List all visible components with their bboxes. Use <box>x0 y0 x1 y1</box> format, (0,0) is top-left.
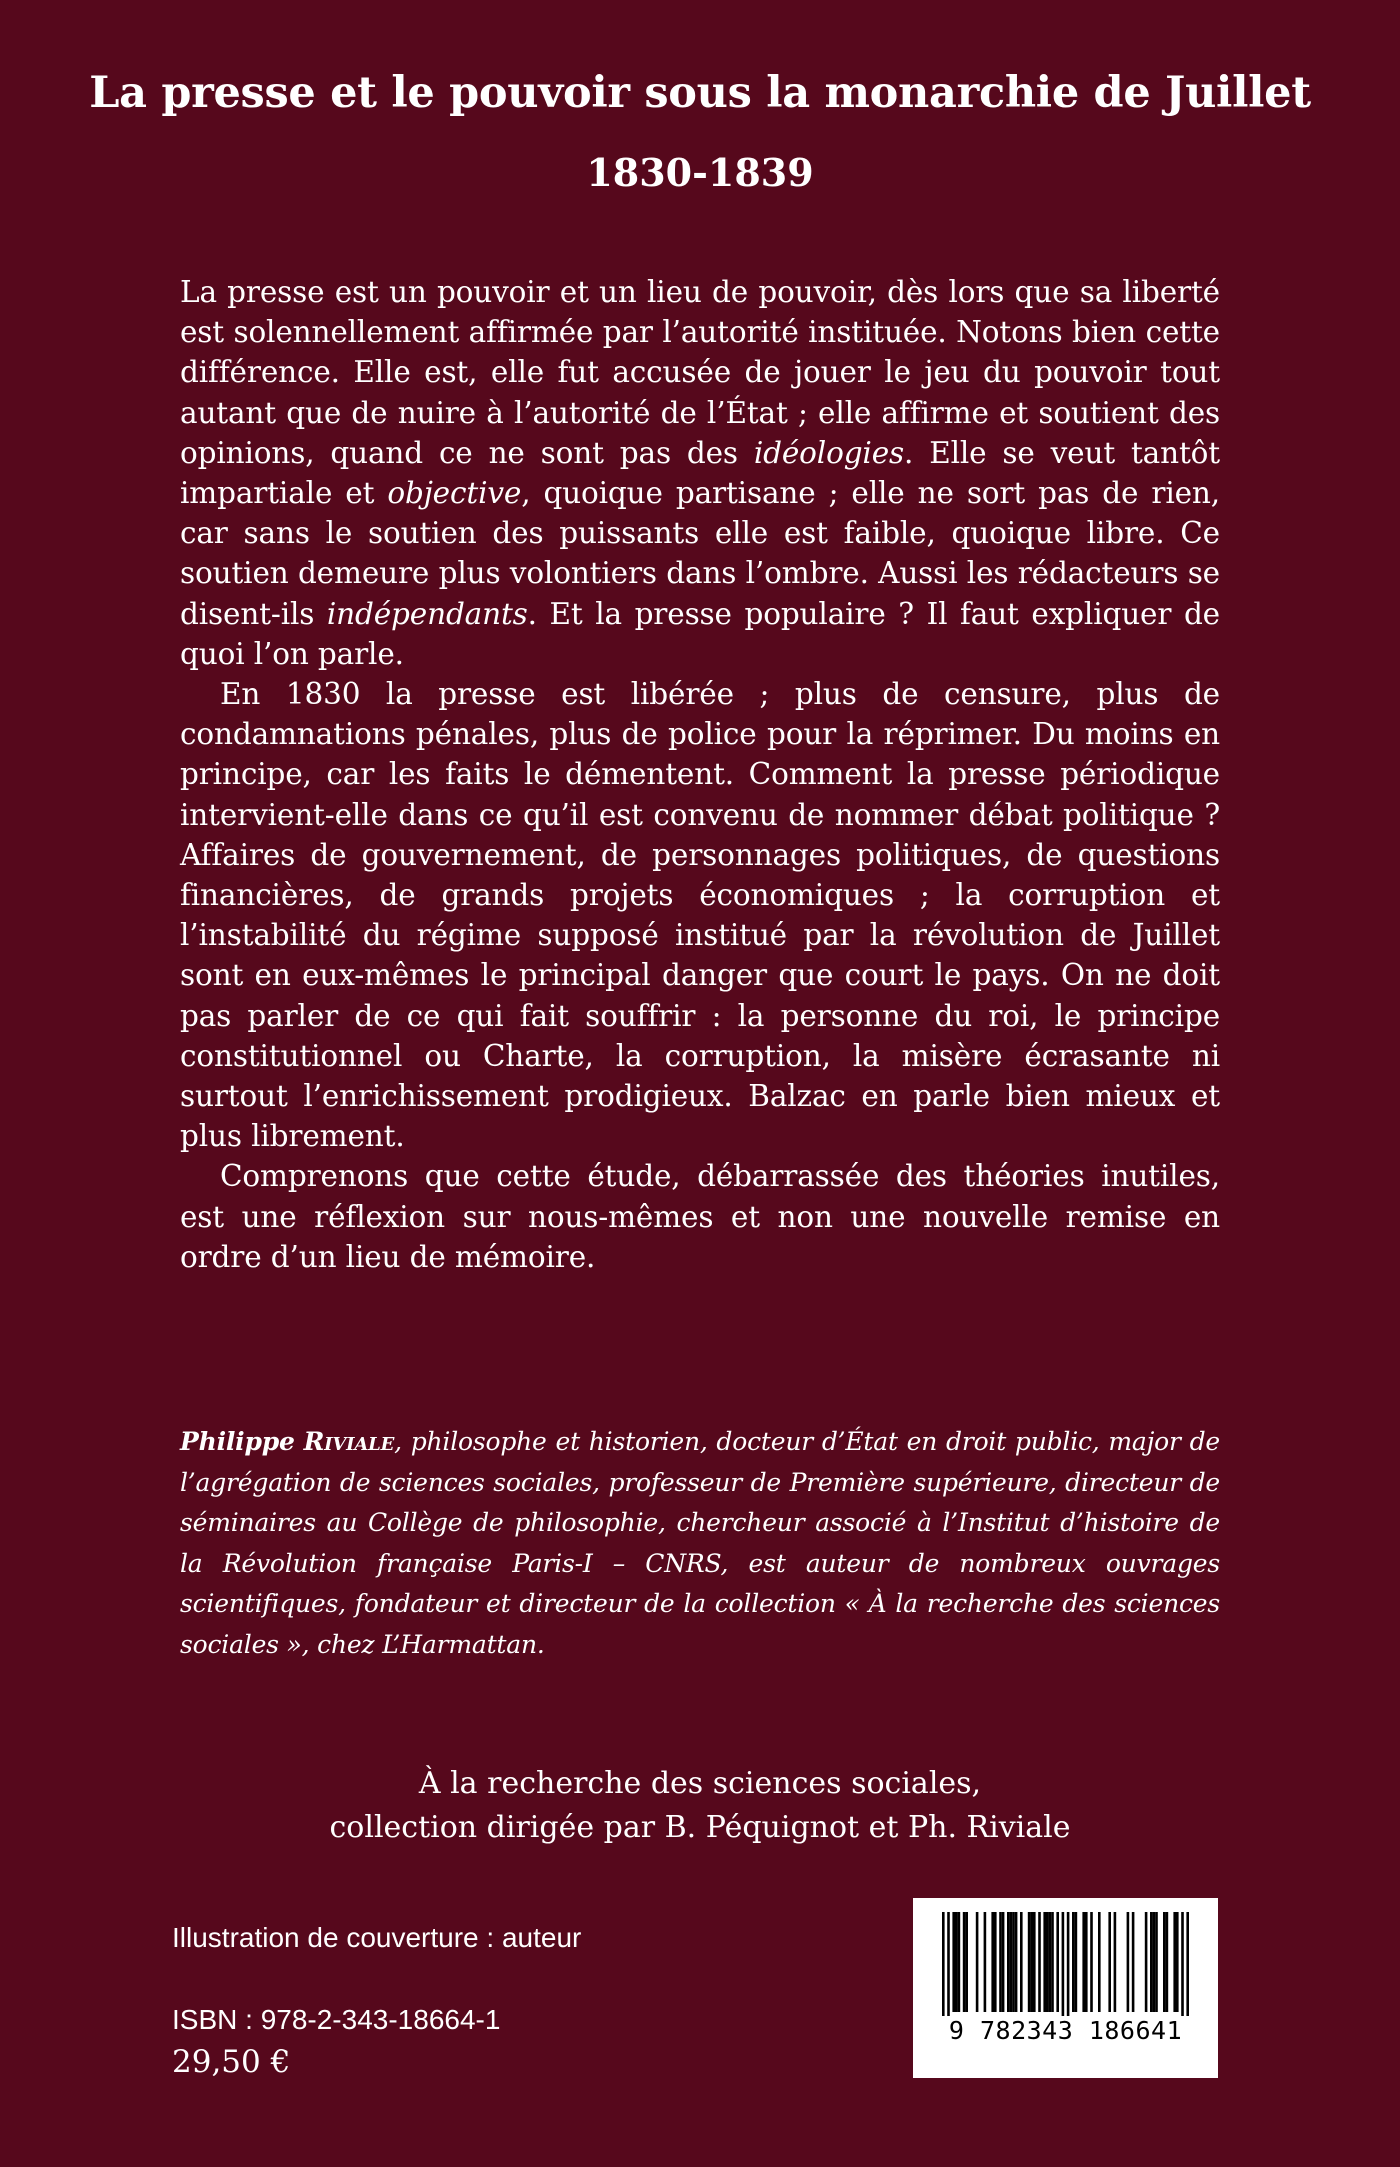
barcode-bar <box>1012 1912 1015 2012</box>
barcode-bar <box>976 1912 979 2012</box>
barcode-bar <box>947 1912 950 2016</box>
barcode-bar <box>1153 1912 1156 2012</box>
barcode-bar <box>1020 1912 1023 2012</box>
barcode-bar <box>1176 1912 1179 2012</box>
italic-term: objective <box>387 476 522 511</box>
barcode-bar <box>994 1912 997 2012</box>
isbn: ISBN : 978-2-343-18664-1 <box>172 2004 501 2035</box>
barcode-bar <box>984 1912 987 2012</box>
collection-line: À la recherche des sciences sociales, <box>418 1766 982 1801</box>
barcode-bar <box>991 1912 994 2012</box>
barcode-bar <box>1015 1912 1018 2012</box>
barcode-bar <box>1030 1912 1033 2012</box>
barcode-bar <box>1155 1912 1158 2012</box>
barcode <box>913 1898 1218 2078</box>
barcode-bar <box>1072 1912 1075 2012</box>
summary-paragraph <box>180 272 1220 674</box>
italic-term: indépendants <box>326 596 528 631</box>
barcode-bar <box>1186 1912 1189 2016</box>
price: 29,50 € <box>172 2044 291 2080</box>
collection-line: collection dirigée par B. Péquignot et Ph. Riviale <box>329 1810 1071 1845</box>
barcode-bar <box>1002 1912 1005 2012</box>
barcode-bar <box>999 1912 1002 2012</box>
barcode-bar <box>1056 1912 1059 2012</box>
text-run: La presse est un pouvoir et un lieu de pouvoir, dès lors que sa liberté est solennellement affirmée par l’autorité instituée. Notons bien cette différence. Elle est, elle fut accusée de jouer le jeu du pouvoir tout autant que de nuire à l’autorité de l’État ; elle affirme et soutient des opinions, quand ce ne sont pas des <box>180 275 1220 470</box>
barcode-bar <box>1098 1912 1101 2012</box>
barcode-bar <box>1010 1912 1013 2012</box>
barcode-bar <box>1132 1912 1135 2012</box>
summary-paragraph <box>180 674 1220 1156</box>
barcode-bar <box>1181 1912 1184 2016</box>
book-title: La presse et le pouvoir sous la monarchie de Juillet <box>89 68 1311 118</box>
text-run: En 1830 la presse est libérée ; plus de censure, plus de condamnations pénales, plus de police pour la réprimer. Du moins en principe, car les faits le démentent. Comment la presse périodique intervient-elle dans ce qu’il est convenu de nommer débat politique ? Affaires de gouvernement, de personnages politiques, de questions financières, de grands projets économiques ; la corruption et l’instabilité du régime supposé institué par la révolution de Juillet sont en eux-mêmes le principal danger que court le pays. On ne doit pas parler de ce qui fait souffrir : la personne du roi, le principe constitutionnel ou Charte, la corruption, la misère écrasante ni surtout l’enrichissement prodigieux. Balzac en parle bien mieux et plus librement. <box>180 677 1220 1154</box>
barcode-bar <box>958 1912 961 2012</box>
barcode-bar <box>1090 1912 1093 2012</box>
collection-info <box>0 1762 1400 1850</box>
barcode-bar <box>1145 1912 1148 2012</box>
author-first-name: Philippe <box>180 1427 295 1456</box>
author-surname: Riviale <box>303 1427 395 1456</box>
barcode-bar <box>1028 1912 1031 2012</box>
barcode-bar <box>942 1912 945 2016</box>
barcode-bar <box>1166 1912 1169 2012</box>
barcode-bar <box>1062 1912 1065 2016</box>
text-run: . Et la presse populaire ? Il faut expliquer de quoi l’on parle. <box>180 596 1220 671</box>
barcode-bar <box>1038 1912 1041 2012</box>
barcode-bar <box>1049 1912 1052 2012</box>
barcode-bars <box>913 1898 1218 2018</box>
book-subtitle: 1830-1839 <box>586 150 814 195</box>
barcode-bar <box>1051 1912 1054 2012</box>
text-run: . Elle se veut tantôt impartiale et <box>180 435 1220 511</box>
barcode-bar <box>1033 1912 1036 2012</box>
barcode-bar <box>1114 1912 1117 2012</box>
summary-paragraph <box>180 1156 1220 1277</box>
text-run: Comprenons que cette étude, débarrassée des théories inutiles, est une réflexion sur nous-mêmes et non une nouvelle remise en ordre d’un lieu de mémoire. <box>180 1159 1220 1274</box>
barcode-bar <box>965 1912 968 2012</box>
barcode-bar <box>1127 1912 1130 2012</box>
barcode-bar <box>1173 1912 1176 2012</box>
barcode-bar <box>1163 1912 1166 2012</box>
author-bio <box>180 1422 1220 1665</box>
barcode-bar <box>1043 1912 1046 2012</box>
barcode-bar <box>1082 1912 1085 2012</box>
illustration-credit: Illustration de couverture : auteur <box>172 1922 582 1953</box>
barcode-bar <box>952 1912 955 2012</box>
barcode-digits: 9 782343 186641 <box>948 2016 1183 2045</box>
author-bio-text: , philosophe et historien, docteur d’État en droit public, major de l’agrégation de sciences sociales, professeur de Première supérieure, directeur de séminaires au Collège de philosophie, chercheur associé à l’Institut d’histoire de la Révolution française Paris-I – CNRS, est auteur de nombreux ouvrages scientifiques, fondateur et directeur de la collection « À la recherche des sciences sociales », chez L’Harmattan. <box>180 1427 1221 1659</box>
barcode-bar <box>1150 1912 1153 2012</box>
barcode-bar <box>1067 1912 1070 2016</box>
barcode-bar <box>963 1912 966 2012</box>
italic-term: idéologies <box>753 435 905 470</box>
barcode-bar <box>1007 1912 1010 2012</box>
barcode-bar <box>1046 1912 1049 2012</box>
text-run: , quoique partisane ; elle ne sort pas de rien, car sans le soutien des puissants elle est faible, quoique libre. Ce soutien demeure plus volontiers dans l’ombre. Aussi les rédacteurs se disent-ils <box>180 476 1220 631</box>
barcode-bar <box>955 1912 958 2012</box>
barcode-bar <box>1108 1912 1111 2012</box>
barcode-bar <box>1075 1912 1078 2012</box>
summary-text <box>180 272 1220 1277</box>
barcode-bar <box>1085 1912 1088 2012</box>
